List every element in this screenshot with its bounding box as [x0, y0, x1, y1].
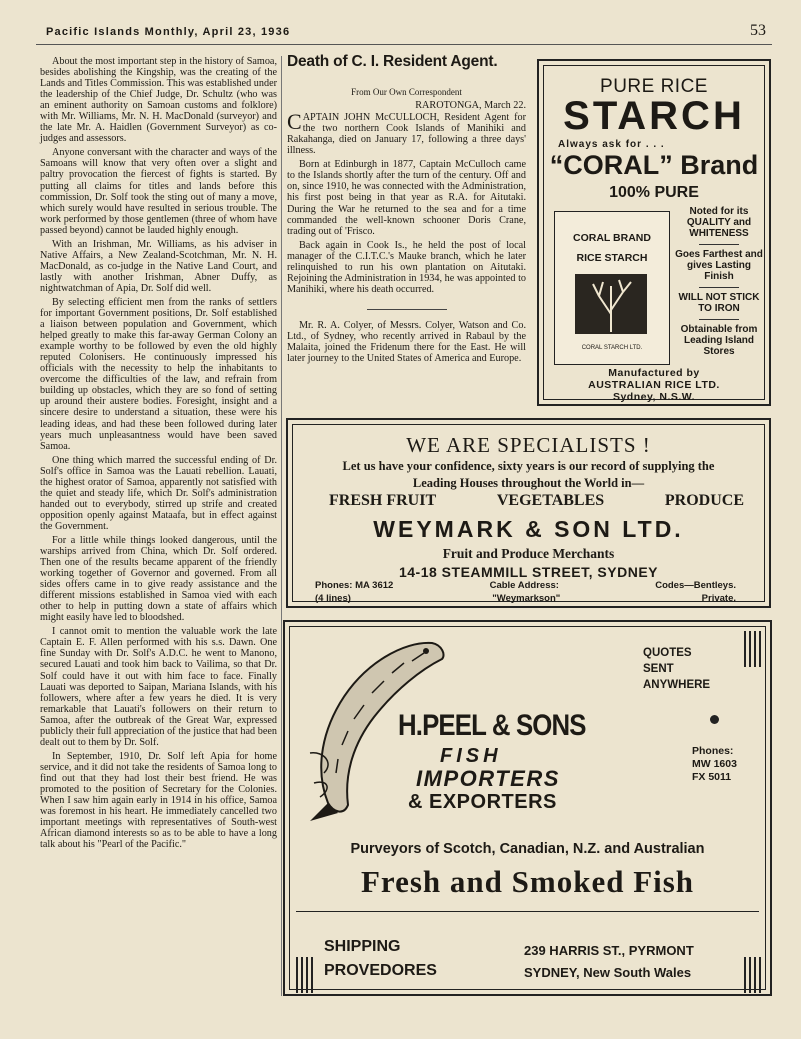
- peel-advert: [283, 620, 772, 996]
- drop-cap: C: [287, 109, 302, 135]
- paragraph: About the most important step in the history of Samoa, besides abolishing the Kingship, was the creating of the Lands and Titles Commission. This was established under the leadership of the Chief Judge, Dr. Schultz (who was an eminent authority on Samoan customs and folklore) with Mr. Williams, Mr. N. H. MacDonald (surveyor) and the late Mr. A. Haidlen (Government Surveyor) as co-judges and assessors.: [40, 56, 277, 145]
- starch-pure: 100% PURE: [609, 184, 699, 201]
- starch-box-illustration: [554, 211, 670, 365]
- column-rule: [281, 56, 282, 996]
- decorative-bars: [296, 957, 316, 993]
- quotes-line: SENT: [643, 663, 674, 675]
- peel-fish: FISH: [440, 745, 502, 767]
- claim: Obtainable from Leading Island Stores: [680, 324, 758, 357]
- paragraph: Anyone conversant with the character and ways of the Samoans will know that very often over a slight and paltry provocation the fiercest of fights is started. By putting all claims for titles and lands before this commission, Dr. Solf took the sting out of many a move, which surely would have resulted in serious trouble. The work performed by those gentlemen (three of whom have passed beyond) cannot be lauded highly enough.: [40, 147, 277, 236]
- advert-frame: [289, 626, 766, 990]
- peel-phones: [692, 745, 737, 784]
- weymark-products: [329, 492, 744, 510]
- decorative-bars: [744, 631, 764, 667]
- masthead: Pacific Islands Monthly, April 23, 1936: [46, 26, 291, 38]
- weymark-advert: [286, 418, 771, 608]
- weymark-contact-row-2: [315, 593, 736, 604]
- maker-name: AUSTRALIAN RICE LTD.: [588, 379, 720, 391]
- paragraph: For a little while things looked dangerous, until the warships arrived from China, which Dr. Solf ordered. Then one of the results became apparent of the friendly working together of Governor and governed. From all sides offers came in to give ready assistance and the different missions established in Samoa vied with each other to help in putting down a state of affairs which might easily have led to bloodshed.: [40, 534, 277, 624]
- paragraph: Back again in Cook Is., he held the post of local manager of the C.I.T.C.'s Mauke branch, which he later relinquished to run his own plantation on Aitutaki. Rejoining the Administration in 1934, he was appointed to Manihiki, where his death occurred.: [287, 239, 526, 295]
- weymark-line1: Let us have your confidence, sixty years is our record of supplying the: [342, 459, 715, 473]
- weymark-company: WEYMARK & SON LTD.: [373, 516, 684, 542]
- starch-maker: [544, 367, 764, 403]
- phone: FX 5011: [692, 771, 732, 783]
- divider: [699, 319, 739, 320]
- starch-claims: [672, 206, 766, 362]
- maker-location: Sydney, N.S.W.: [612, 391, 696, 403]
- weymark-address: 14-18 STEAMMILL STREET, SYDNEY: [398, 564, 658, 580]
- advert-frame: [543, 65, 765, 403]
- codes: Codes—Bentleys.: [655, 580, 736, 591]
- box-small-print: CORAL STARCH LTD.: [581, 345, 643, 351]
- peel-shipping: [324, 935, 437, 983]
- cable-label: Cable Address:: [489, 580, 559, 591]
- paragraph: I cannot omit to mention the valuable work the late Captain E. F. Allen performed with his s.s. Dawn. One fine Sunday with Dr. Solf's A.D.C. he went to Manono, secured Lauati and took him back to Vailima, so that Dr. Solf could have it out with him face to face. Finally Lauati was deported to Saipan, Mariana Islands, with his followers, where after a few years he died. It is very remarkable that Lauati's followers on their return to Samoa, after the outbreak of the Great War, expressed publicly their full appreciation of the justice that had been dealt out to them by Dr. Solf.: [40, 626, 277, 748]
- paragraph: One thing which marred the successful ending of Dr. Solf's office in Samoa was the Lauati rebellion. Lauati, the highest orator of Samoa, apparently not satisfied with the quiet and steady life, which Dr. Solf's administration handed out to everybody, stirred up strife and created opposition openly against Mataafa, but in effect against the Government.: [40, 454, 277, 532]
- weymark-line2: Leading Houses throughout the World in—: [412, 476, 645, 490]
- starch-brand: “CORAL” Brand: [549, 150, 759, 180]
- product: FRESH FRUIT: [329, 492, 437, 509]
- article-column: [287, 53, 526, 367]
- page-header: [36, 22, 768, 42]
- article-headline: Death of C. I. Resident Agent.: [287, 53, 498, 70]
- peel-address: [524, 940, 694, 984]
- divider: [367, 309, 447, 310]
- starch-always: Always ask for . . .: [558, 139, 665, 150]
- divider: [296, 911, 759, 912]
- news-note: Mr. R. A. Colyer, of Messrs. Colyer, Watson and Co. Ltd., of Sydney, who recently arrived in Rabaul by the Malaita, joined the Fridenum there for the East. He will later journey to the United States of America and Europe.: [287, 319, 526, 365]
- product: PRODUCE: [664, 492, 744, 509]
- phones-label: Phones:: [692, 745, 734, 757]
- starch-line1: PURE RICE: [600, 76, 708, 97]
- product: VEGETABLES: [496, 492, 605, 509]
- decorative-bars: [744, 957, 764, 993]
- bullet-dot: [710, 715, 719, 724]
- divider: [699, 244, 739, 245]
- article-dateline: RAROTONGA, March 22.: [415, 100, 526, 112]
- quotes-line: QUOTES: [643, 647, 692, 659]
- manufactured-label: Manufactured by: [608, 367, 700, 379]
- box-product: RICE STARCH: [576, 252, 648, 264]
- paragraph: With an Irishman, Mr. Williams, as his adviser in Native Affairs, a New Zealand-Scotchman, Mr. N. H. MacDonald, as co-judge in the Native Land Court, and lastly with another Irishman, Abner Duffy, as nightwatchman of Apia, Dr. Solf did well.: [40, 238, 277, 294]
- weymark-contact-row: [315, 580, 736, 591]
- peel-fresh-fish: Fresh and Smoked Fish: [360, 864, 695, 899]
- paragraph: In September, 1910, Dr. Solf left Apia for home service, and it did not take the residents of Samoa long to find out that they had lost their best friend. He was promoted to the position of Secretary for the Colonies. When I saw him again early in 1914 in his office, Samoa was foremost in his heart. He immediately cancelled two important meetings with representatives of South-west African diamond interests so as to be able to have a long talk about his "Pearl of the Pacific.": [40, 750, 277, 851]
- cable-value: "Weymarkson": [492, 593, 561, 604]
- claim: WILL NOT STICK TO IRON: [678, 292, 760, 314]
- shipping-line: PROVEDORES: [324, 962, 437, 979]
- article-byline: From Our Own Correspondent: [351, 87, 462, 98]
- starch-advert: [537, 59, 771, 406]
- paragraph: By selecting efficient men from the ranks of settlers for important Government positions, Dr. Solf established a liaison between population and Government, which helped greatly to make this far-away German Colony an example worthy to be followed by even the old highly reputed Colonisers. He continuously impressed his officials with the necessity to help the inhabitants to overcome the difficulties of the law, and refrain from building up obstacles, which they are so fond of setting up around their austere bodies. Foresight, insight and a sincere desire to understand a situation, these were his leading ideas, and had these been followed during later years much unpleasantness would have been saved Samoa.: [40, 296, 277, 452]
- address-line: 239 HARRIS ST., PYRMONT: [524, 943, 694, 958]
- claim: Goes Farthest and gives Lasting Finish: [675, 249, 763, 282]
- coral-icon: [575, 274, 647, 334]
- phone: MW 1603: [692, 758, 737, 770]
- page-number: 53: [750, 22, 766, 39]
- weymark-tagline: Fruit and Produce Merchants: [442, 546, 615, 561]
- phones-lines: (4 lines): [315, 593, 351, 604]
- paragraph: Born at Edinburgh in 1877, Captain McCulloch came to the Islands shortly after the turn of the century. Off and on, since 1910, he was connected with the Administration, his first post being in that year as R.A. for Aitutaki. During the War he returned to the sea and for a time commanded the well-known schooner Doris Crane, trading out of 'Frisco.: [287, 159, 526, 237]
- phones: Phones: MA 3612: [315, 580, 394, 591]
- weymark-title: WE ARE SPECIALISTS !: [406, 433, 651, 457]
- divider: [699, 287, 739, 288]
- peel-quotes: [643, 645, 710, 693]
- lead-text: APTAIN JOHN McCULLOCH, Resident Agent for the two northern Cook Islands of Manihiki and Rakahanga, died on January 17, following a three days' illness.: [287, 112, 526, 157]
- codes-private: Private.: [701, 593, 736, 604]
- peel-importers: IMPORTERS: [416, 766, 560, 791]
- header-rule: [36, 44, 772, 45]
- claim: Noted for its QUALITY and WHITENESS: [686, 206, 752, 239]
- quotes-line: ANYWHERE: [643, 679, 711, 691]
- box-brand: CORAL BRAND: [573, 232, 651, 244]
- shipping-line: SHIPPING: [324, 938, 401, 955]
- peel-company: H.PEEL & SONS: [398, 709, 586, 742]
- starch-line2: STARCH: [563, 94, 745, 138]
- advert-frame: [292, 424, 765, 602]
- peel-exporters: & EXPORTERS: [408, 791, 557, 813]
- address-line: SYDNEY, New South Wales: [524, 965, 692, 980]
- peel-purveyors: Purveyors of Scotch, Canadian, N.Z. and Australian: [350, 841, 705, 857]
- lead-paragraph: [287, 109, 526, 157]
- left-column: [40, 56, 277, 853]
